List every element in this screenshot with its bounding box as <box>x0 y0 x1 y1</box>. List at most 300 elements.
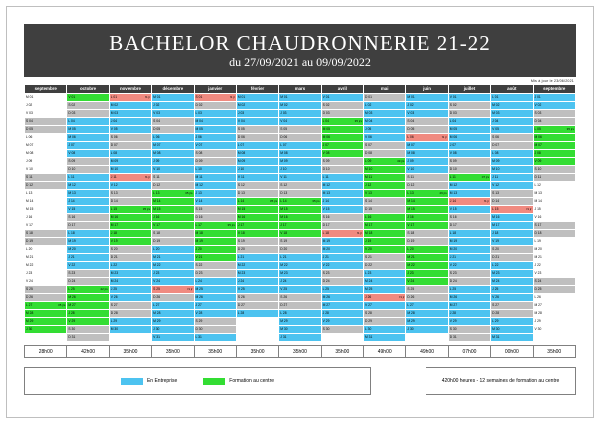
day-cell[interactable] <box>491 110 533 118</box>
day-cell[interactable] <box>406 110 448 118</box>
day-cell[interactable] <box>321 198 363 206</box>
day-cell[interactable] <box>491 174 533 182</box>
day-cell[interactable] <box>67 118 109 126</box>
day-cell[interactable] <box>152 214 194 222</box>
day-cell[interactable] <box>236 206 278 214</box>
day-cell[interactable] <box>491 246 533 254</box>
day-cell[interactable] <box>448 302 490 310</box>
day-cell[interactable] <box>406 310 448 318</box>
day-cell[interactable] <box>448 190 490 198</box>
day-cell[interactable] <box>67 198 109 206</box>
day-cell[interactable] <box>152 278 194 286</box>
day-cell[interactable] <box>406 206 448 214</box>
day-cell[interactable] <box>533 198 576 206</box>
day-cell[interactable] <box>533 230 576 238</box>
day-cell[interactable] <box>406 126 448 134</box>
day-cell[interactable] <box>67 94 109 102</box>
day-cell[interactable] <box>152 174 194 182</box>
day-cell[interactable] <box>406 270 448 278</box>
day-cell[interactable] <box>364 134 406 142</box>
day-cell[interactable] <box>152 246 194 254</box>
day-cell[interactable] <box>321 94 363 102</box>
day-cell[interactable] <box>448 334 490 342</box>
day-cell[interactable] <box>25 334 67 342</box>
day-cell[interactable] <box>25 326 67 334</box>
day-cell[interactable] <box>25 94 67 102</box>
day-cell[interactable] <box>152 126 194 134</box>
day-cell[interactable] <box>448 110 490 118</box>
day-cell[interactable] <box>194 166 236 174</box>
day-cell[interactable] <box>533 318 576 326</box>
day-cell[interactable] <box>364 246 406 254</box>
day-cell[interactable] <box>406 150 448 158</box>
day-cell[interactable] <box>406 246 448 254</box>
day-cell[interactable] <box>67 174 109 182</box>
day-cell[interactable] <box>279 326 321 334</box>
day-cell[interactable] <box>533 286 576 294</box>
day-cell[interactable] <box>533 182 576 190</box>
day-cell[interactable] <box>406 174 448 182</box>
day-cell[interactable] <box>364 222 406 230</box>
day-cell[interactable] <box>448 230 490 238</box>
day-cell[interactable] <box>152 158 194 166</box>
day-cell[interactable] <box>109 230 151 238</box>
day-cell[interactable] <box>236 270 278 278</box>
day-cell[interactable] <box>236 286 278 294</box>
day-cell[interactable] <box>406 142 448 150</box>
day-cell[interactable] <box>109 334 151 342</box>
day-cell[interactable] <box>236 102 278 110</box>
day-cell[interactable] <box>364 198 406 206</box>
day-cell[interactable] <box>279 334 321 342</box>
day-cell[interactable] <box>194 238 236 246</box>
day-cell[interactable] <box>67 262 109 270</box>
day-cell[interactable] <box>491 334 533 342</box>
day-cell[interactable] <box>25 158 67 166</box>
day-cell[interactable] <box>533 326 576 334</box>
day-cell[interactable] <box>67 110 109 118</box>
day-cell[interactable] <box>321 246 363 254</box>
day-cell[interactable] <box>448 166 490 174</box>
day-cell[interactable] <box>448 270 490 278</box>
day-cell[interactable] <box>533 334 576 342</box>
day-cell[interactable] <box>67 222 109 230</box>
day-cell[interactable] <box>67 150 109 158</box>
day-cell[interactable] <box>533 238 576 246</box>
day-cell[interactable] <box>321 230 363 238</box>
day-cell[interactable] <box>236 174 278 182</box>
day-cell[interactable] <box>279 310 321 318</box>
day-cell[interactable] <box>67 334 109 342</box>
day-cell[interactable] <box>448 254 490 262</box>
day-cell[interactable] <box>109 158 151 166</box>
day-cell[interactable] <box>533 206 576 214</box>
day-cell[interactable] <box>491 294 533 302</box>
day-cell[interactable] <box>152 166 194 174</box>
day-cell[interactable] <box>67 318 109 326</box>
day-cell[interactable] <box>194 278 236 286</box>
day-cell[interactable] <box>321 286 363 294</box>
day-cell[interactable] <box>364 190 406 198</box>
day-cell[interactable] <box>321 254 363 262</box>
day-cell[interactable] <box>406 118 448 126</box>
day-cell[interactable] <box>236 302 278 310</box>
day-cell[interactable] <box>25 166 67 174</box>
day-cell[interactable] <box>491 118 533 126</box>
day-cell[interactable] <box>194 294 236 302</box>
day-cell[interactable] <box>321 110 363 118</box>
day-cell[interactable] <box>533 158 576 166</box>
day-cell[interactable] <box>236 190 278 198</box>
day-cell[interactable] <box>194 102 236 110</box>
day-cell[interactable] <box>194 246 236 254</box>
day-cell[interactable] <box>25 198 67 206</box>
day-cell[interactable] <box>406 278 448 286</box>
day-cell[interactable] <box>321 134 363 142</box>
day-cell[interactable] <box>25 262 67 270</box>
day-cell[interactable] <box>321 150 363 158</box>
day-cell[interactable] <box>109 294 151 302</box>
day-cell[interactable] <box>533 118 576 126</box>
day-cell[interactable] <box>194 318 236 326</box>
day-cell[interactable] <box>194 326 236 334</box>
day-cell[interactable] <box>67 270 109 278</box>
day-cell[interactable] <box>279 174 321 182</box>
day-cell[interactable] <box>491 238 533 246</box>
day-cell[interactable] <box>533 174 576 182</box>
day-cell[interactable] <box>25 270 67 278</box>
day-cell[interactable] <box>109 270 151 278</box>
day-cell[interactable] <box>533 246 576 254</box>
day-cell[interactable] <box>194 310 236 318</box>
day-cell[interactable] <box>533 166 576 174</box>
day-cell[interactable] <box>109 302 151 310</box>
day-cell[interactable] <box>279 230 321 238</box>
day-cell[interactable] <box>533 102 576 110</box>
day-cell[interactable] <box>152 302 194 310</box>
day-cell[interactable] <box>364 174 406 182</box>
day-cell[interactable] <box>67 214 109 222</box>
day-cell[interactable] <box>194 182 236 190</box>
day-cell[interactable] <box>109 182 151 190</box>
day-cell[interactable] <box>491 302 533 310</box>
day-cell[interactable] <box>279 102 321 110</box>
day-cell[interactable] <box>236 166 278 174</box>
day-cell[interactable] <box>279 294 321 302</box>
day-cell[interactable] <box>491 286 533 294</box>
day-cell[interactable] <box>152 334 194 342</box>
day-cell[interactable] <box>109 102 151 110</box>
day-cell[interactable] <box>491 214 533 222</box>
day-cell[interactable] <box>321 326 363 334</box>
day-cell[interactable] <box>236 238 278 246</box>
day-cell[interactable] <box>109 310 151 318</box>
day-cell[interactable] <box>279 182 321 190</box>
day-cell[interactable] <box>406 94 448 102</box>
day-cell[interactable] <box>67 126 109 134</box>
day-cell[interactable] <box>194 174 236 182</box>
day-cell[interactable] <box>448 238 490 246</box>
day-cell[interactable] <box>194 302 236 310</box>
day-cell[interactable] <box>109 150 151 158</box>
day-cell[interactable] <box>25 206 67 214</box>
day-cell[interactable] <box>448 310 490 318</box>
day-cell[interactable] <box>25 318 67 326</box>
day-cell[interactable] <box>364 158 406 166</box>
day-cell[interactable] <box>364 286 406 294</box>
day-cell[interactable] <box>533 262 576 270</box>
day-cell[interactable] <box>533 222 576 230</box>
day-cell[interactable] <box>109 286 151 294</box>
day-cell[interactable] <box>279 110 321 118</box>
day-cell[interactable] <box>406 190 448 198</box>
day-cell[interactable] <box>491 230 533 238</box>
day-cell[interactable] <box>25 214 67 222</box>
day-cell[interactable] <box>364 326 406 334</box>
day-cell[interactable] <box>406 158 448 166</box>
day-cell[interactable] <box>25 174 67 182</box>
day-cell[interactable] <box>533 214 576 222</box>
day-cell[interactable] <box>236 318 278 326</box>
day-cell[interactable] <box>25 182 67 190</box>
day-cell[interactable] <box>109 238 151 246</box>
day-cell[interactable] <box>152 326 194 334</box>
day-cell[interactable] <box>109 278 151 286</box>
day-cell[interactable] <box>406 286 448 294</box>
day-cell[interactable] <box>152 238 194 246</box>
day-cell[interactable] <box>279 286 321 294</box>
day-cell[interactable] <box>491 150 533 158</box>
day-cell[interactable] <box>364 238 406 246</box>
day-cell[interactable] <box>67 134 109 142</box>
day-cell[interactable] <box>533 142 576 150</box>
day-cell[interactable] <box>279 278 321 286</box>
day-cell[interactable] <box>321 174 363 182</box>
day-cell[interactable] <box>448 286 490 294</box>
day-cell[interactable] <box>279 190 321 198</box>
day-cell[interactable] <box>491 158 533 166</box>
day-cell[interactable] <box>194 230 236 238</box>
day-cell[interactable] <box>67 206 109 214</box>
day-cell[interactable] <box>109 174 151 182</box>
day-cell[interactable] <box>109 126 151 134</box>
day-cell[interactable] <box>406 182 448 190</box>
day-cell[interactable] <box>491 278 533 286</box>
day-cell[interactable] <box>25 286 67 294</box>
day-cell[interactable] <box>448 206 490 214</box>
day-cell[interactable] <box>406 318 448 326</box>
day-cell[interactable] <box>236 334 278 342</box>
day-cell[interactable] <box>236 142 278 150</box>
day-cell[interactable] <box>448 222 490 230</box>
day-cell[interactable] <box>491 142 533 150</box>
day-cell[interactable] <box>321 302 363 310</box>
day-cell[interactable] <box>279 134 321 142</box>
day-cell[interactable] <box>448 214 490 222</box>
day-cell[interactable] <box>364 142 406 150</box>
day-cell[interactable] <box>109 190 151 198</box>
day-cell[interactable] <box>448 318 490 326</box>
day-cell[interactable] <box>491 326 533 334</box>
day-cell[interactable] <box>236 262 278 270</box>
day-cell[interactable] <box>533 134 576 142</box>
day-cell[interactable] <box>109 94 151 102</box>
day-cell[interactable] <box>491 166 533 174</box>
day-cell[interactable] <box>236 294 278 302</box>
day-cell[interactable] <box>533 126 576 134</box>
day-cell[interactable] <box>152 286 194 294</box>
day-cell[interactable] <box>25 310 67 318</box>
day-cell[interactable] <box>152 102 194 110</box>
day-cell[interactable] <box>448 198 490 206</box>
day-cell[interactable] <box>25 230 67 238</box>
day-cell[interactable] <box>194 190 236 198</box>
day-cell[interactable] <box>491 270 533 278</box>
day-cell[interactable] <box>194 198 236 206</box>
day-cell[interactable] <box>109 318 151 326</box>
day-cell[interactable] <box>364 270 406 278</box>
day-cell[interactable] <box>194 142 236 150</box>
day-cell[interactable] <box>152 150 194 158</box>
day-cell[interactable] <box>533 294 576 302</box>
day-cell[interactable] <box>364 182 406 190</box>
day-cell[interactable] <box>279 206 321 214</box>
day-cell[interactable] <box>448 246 490 254</box>
day-cell[interactable] <box>491 190 533 198</box>
day-cell[interactable] <box>25 150 67 158</box>
day-cell[interactable] <box>406 214 448 222</box>
day-cell[interactable] <box>279 246 321 254</box>
day-cell[interactable] <box>533 270 576 278</box>
day-cell[interactable] <box>236 94 278 102</box>
day-cell[interactable] <box>491 222 533 230</box>
day-cell[interactable] <box>236 254 278 262</box>
day-cell[interactable] <box>109 206 151 214</box>
day-cell[interactable] <box>25 102 67 110</box>
day-cell[interactable] <box>109 118 151 126</box>
day-cell[interactable] <box>236 126 278 134</box>
day-cell[interactable] <box>533 110 576 118</box>
day-cell[interactable] <box>321 126 363 134</box>
day-cell[interactable] <box>152 270 194 278</box>
day-cell[interactable] <box>321 118 363 126</box>
day-cell[interactable] <box>364 214 406 222</box>
day-cell[interactable] <box>67 102 109 110</box>
day-cell[interactable] <box>194 206 236 214</box>
day-cell[interactable] <box>448 126 490 134</box>
day-cell[interactable] <box>67 326 109 334</box>
day-cell[interactable] <box>321 270 363 278</box>
day-cell[interactable] <box>67 246 109 254</box>
day-cell[interactable] <box>406 166 448 174</box>
day-cell[interactable] <box>194 254 236 262</box>
day-cell[interactable] <box>533 278 576 286</box>
day-cell[interactable] <box>279 126 321 134</box>
day-cell[interactable] <box>194 126 236 134</box>
day-cell[interactable] <box>279 158 321 166</box>
day-cell[interactable] <box>194 134 236 142</box>
day-cell[interactable] <box>194 110 236 118</box>
day-cell[interactable] <box>152 94 194 102</box>
day-cell[interactable] <box>109 110 151 118</box>
day-cell[interactable] <box>25 302 67 310</box>
day-cell[interactable] <box>236 222 278 230</box>
day-cell[interactable] <box>25 118 67 126</box>
day-cell[interactable] <box>406 102 448 110</box>
day-cell[interactable] <box>194 334 236 342</box>
day-cell[interactable] <box>364 262 406 270</box>
day-cell[interactable] <box>152 190 194 198</box>
day-cell[interactable] <box>321 222 363 230</box>
day-cell[interactable] <box>67 310 109 318</box>
day-cell[interactable] <box>406 230 448 238</box>
day-cell[interactable] <box>67 166 109 174</box>
day-cell[interactable] <box>152 310 194 318</box>
day-cell[interactable] <box>321 310 363 318</box>
day-cell[interactable] <box>491 198 533 206</box>
day-cell[interactable] <box>67 286 109 294</box>
day-cell[interactable] <box>25 142 67 150</box>
day-cell[interactable] <box>406 334 448 342</box>
day-cell[interactable] <box>321 214 363 222</box>
day-cell[interactable] <box>491 134 533 142</box>
day-cell[interactable] <box>236 214 278 222</box>
day-cell[interactable] <box>448 182 490 190</box>
day-cell[interactable] <box>448 174 490 182</box>
day-cell[interactable] <box>194 150 236 158</box>
day-cell[interactable] <box>109 198 151 206</box>
day-cell[interactable] <box>364 302 406 310</box>
day-cell[interactable] <box>321 182 363 190</box>
day-cell[interactable] <box>194 262 236 270</box>
day-cell[interactable] <box>448 326 490 334</box>
day-cell[interactable] <box>321 294 363 302</box>
day-cell[interactable] <box>25 222 67 230</box>
day-cell[interactable] <box>364 230 406 238</box>
day-cell[interactable] <box>236 310 278 318</box>
day-cell[interactable] <box>364 118 406 126</box>
day-cell[interactable] <box>152 198 194 206</box>
day-cell[interactable] <box>279 270 321 278</box>
day-cell[interactable] <box>491 102 533 110</box>
day-cell[interactable] <box>364 278 406 286</box>
day-cell[interactable] <box>491 262 533 270</box>
day-cell[interactable] <box>152 222 194 230</box>
day-cell[interactable] <box>406 294 448 302</box>
day-cell[interactable] <box>109 254 151 262</box>
day-cell[interactable] <box>194 270 236 278</box>
day-cell[interactable] <box>236 246 278 254</box>
day-cell[interactable] <box>491 254 533 262</box>
day-cell[interactable] <box>321 158 363 166</box>
day-cell[interactable] <box>25 190 67 198</box>
day-cell[interactable] <box>448 94 490 102</box>
day-cell[interactable] <box>236 150 278 158</box>
day-cell[interactable] <box>279 94 321 102</box>
day-cell[interactable] <box>448 262 490 270</box>
day-cell[interactable] <box>448 158 490 166</box>
day-cell[interactable] <box>448 294 490 302</box>
day-cell[interactable] <box>279 150 321 158</box>
day-cell[interactable] <box>364 310 406 318</box>
day-cell[interactable] <box>152 206 194 214</box>
day-cell[interactable] <box>109 166 151 174</box>
day-cell[interactable] <box>279 198 321 206</box>
day-cell[interactable] <box>491 126 533 134</box>
day-cell[interactable] <box>152 134 194 142</box>
day-cell[interactable] <box>194 214 236 222</box>
day-cell[interactable] <box>321 190 363 198</box>
